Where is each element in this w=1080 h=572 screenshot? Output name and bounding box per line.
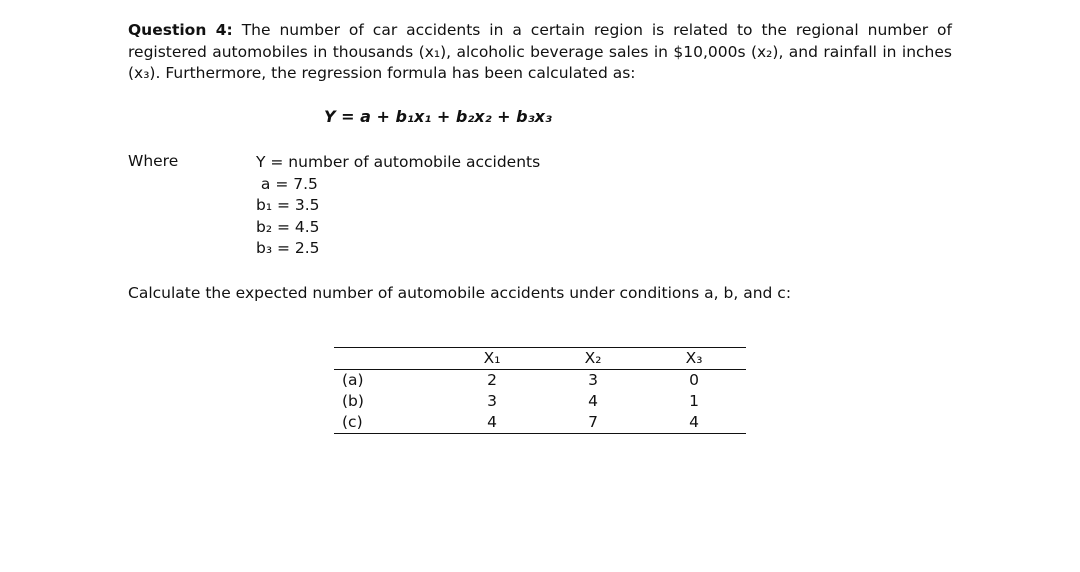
row-label: (b) — [342, 392, 364, 410]
definition-b2: b₂ = 4.5 — [256, 217, 320, 236]
header-cell-x1: X₁ — [483, 349, 501, 367]
cell-x2: 4 — [588, 392, 598, 410]
table-row — [334, 370, 746, 392]
header-cell-x2: X₂ — [584, 349, 602, 367]
header-cell-x3: X₃ — [685, 349, 703, 367]
question-text: The number of car accidents in a certain region is related to the regional number of registered automobiles in thousands (x₁), alcoholic beverage sales in $10,000s (x₂), and rainfall in inches (x₃). Furthermore, the regression formula has been calculated as: — [128, 21, 952, 82]
cell-x1: 3 — [487, 392, 498, 410]
cell-x3: 4 — [689, 413, 699, 431]
conditions-table — [334, 347, 746, 434]
cell-x1: 2 — [487, 371, 498, 389]
row-label: (a) — [342, 371, 364, 389]
table-header-row — [334, 348, 746, 370]
instruction-text: Calculate the expected number of automobile accidents under conditions a, b, and c: — [128, 284, 792, 302]
definitions-list — [256, 152, 540, 260]
cell-x3: 0 — [689, 371, 699, 389]
row-label: (c) — [342, 413, 363, 431]
cell-x1: 4 — [487, 413, 498, 431]
where-label: Where — [128, 152, 179, 170]
question-label: Question 4: — [128, 21, 233, 39]
header-cell-blank — [334, 348, 440, 370]
question-paragraph — [128, 20, 952, 85]
definition-y: Y = number of automobile accidents — [256, 153, 541, 171]
regression-formula: Y = a + b₁x₁ + b₂x₂ + b₃x₃ — [324, 107, 552, 126]
table-row — [334, 391, 746, 412]
table-row — [334, 412, 746, 434]
cell-x3: 1 — [689, 392, 699, 410]
cell-x2: 3 — [588, 371, 598, 389]
cell-x2: 7 — [588, 413, 598, 431]
definition-a: a = 7.5 — [256, 174, 318, 193]
definition-b3: b₃ = 2.5 — [256, 239, 320, 257]
definition-b1: b₁ = 3.5 — [256, 196, 320, 214]
